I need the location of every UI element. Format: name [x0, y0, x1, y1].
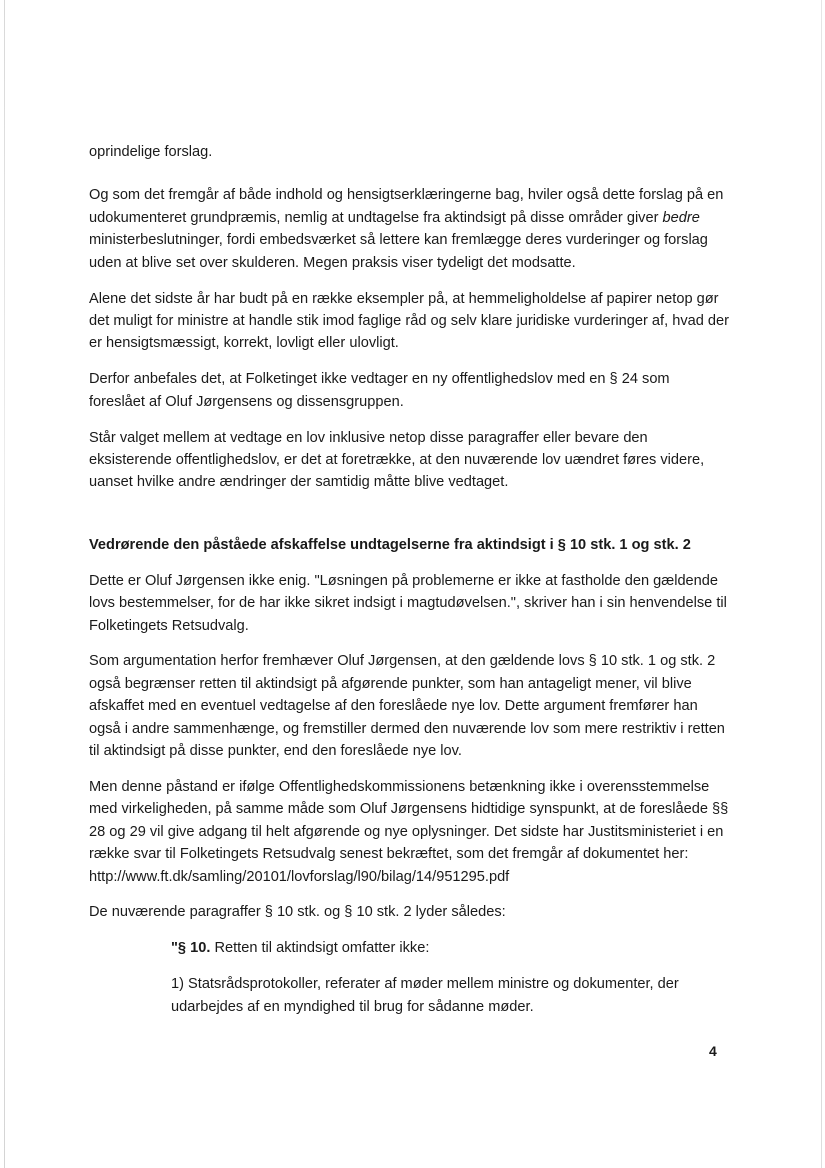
paragraph-3: Derfor anbefales det, at Folketinget ikke vedtager en ny offentlighedslov med en § 24 som foreslået af Oluf Jørgensens og dissensgruppen.: [89, 371, 670, 410]
paragraph-continuation: oprindelige forslag.: [89, 144, 213, 160]
scan-edge-left: [4, 0, 5, 1168]
paragraph-7-text: Men denne påstand er ifølge Offentlighedskommissionens betænkning ikke i overensstemmelse med virkeligheden, på samme måde som Oluf Jørgensens hidtidige synspunkt, at de foreslåede §§ 28 og 29 vil give adgang til helt afgørende og nye oplysninger. Det sidste har Justitsministeriet i en række svar til Folketingets Retsudvalg senest bekræftet, som det fremgår af dokumentet her:: [89, 778, 729, 863]
paragraph-5: Dette er Oluf Jørgensen ikke enig. "Løsningen på problemerne er ikke at fastholde den gældende lovs bestemmelser, for de har ikke sikret indsigt i magtudøvelsen.", skriver han i sin henvendelse til Folketingets Retsudvalg.: [89, 572, 727, 634]
section-heading: Vedrørende den påståede afskaffelse undtagelserne fra aktindsigt i § 10 stk. 1 og stk. 2: [89, 536, 691, 553]
emphasis-bedre: bedre: [662, 209, 700, 226]
paragraph-7: [89, 776, 729, 888]
quote-intro-text: Retten til aktindsigt omfatter ikke:: [210, 940, 430, 957]
body-text: [89, 141, 729, 1032]
paragraph-1-end: ministerbeslutninger, fordi embedsværket så lettere kan fremlægge deres vurderinger og forslag uden at blive set over skulderen. Megen praksis viser tydeligt det modsatte.: [89, 232, 708, 271]
quote-section-number: "§ 10.: [171, 940, 211, 957]
scan-edge-right: [821, 0, 822, 1168]
paragraph-6: Som argumentation herfor fremhæver Oluf Jørgensen, at den gældende lovs § 10 stk. 1 og stk. 2 også begrænser retten til aktindsigt på afgørende punkter, som han antageligt mener, vil blive afskaffet med en eventuel vedtagelse af den foreslåede nye lov. Dette argument fremfører han også i andre sammenhænge, og fremstiller dermed den nuværende lov som mere restriktiv i retten til aktindsigt på disse punkter, end den foreslåede nye lov.: [89, 653, 725, 760]
paragraph-8: De nuværende paragraffer § 10 stk. og § 10 stk. 2 lyder således:: [89, 904, 506, 921]
paragraph-1-start: Og som det fremgår af både indhold og hensigtserklæringerne bag, hviler også dette forslag på en udokumenteret grundpræmis, nemlig at undtagelse fra aktindsigt på disse områder giver: [89, 187, 724, 226]
quote-intro: [171, 937, 729, 959]
paragraph-4: Står valget mellem at vedtage en lov inklusive netop disse paragraffer eller bevare den eksisterende offentlighedslov, er det at foretrække, at den nuværende lov uændret føres videre, uanset hvilke andre ændringer der samtidig måtte blive vedtaget.: [89, 429, 705, 491]
paragraph-1: [89, 184, 729, 274]
page-number: 4: [709, 1043, 717, 1059]
quote-item-1: 1) Statsrådsprotokoller, referater af møder mellem ministre og dokumenter, der udarbejdes af en myndighed til brug for sådanne møder.: [171, 976, 679, 1015]
paragraph-2: Alene det sidste år har budt på en række eksempler på, at hemmeligholdelse af papirer netop gør det muligt for ministre at handle stik imod faglige råd og selv klare juridiske vurderinger af, hvad der er hensigtsmæssigt, korrekt, lovligt eller ulovligt.: [89, 290, 730, 352]
document-link[interactable]: http://www.ft.dk/samling/20101/lovforslag/l90/bilag/14/951295.pdf: [89, 868, 510, 885]
